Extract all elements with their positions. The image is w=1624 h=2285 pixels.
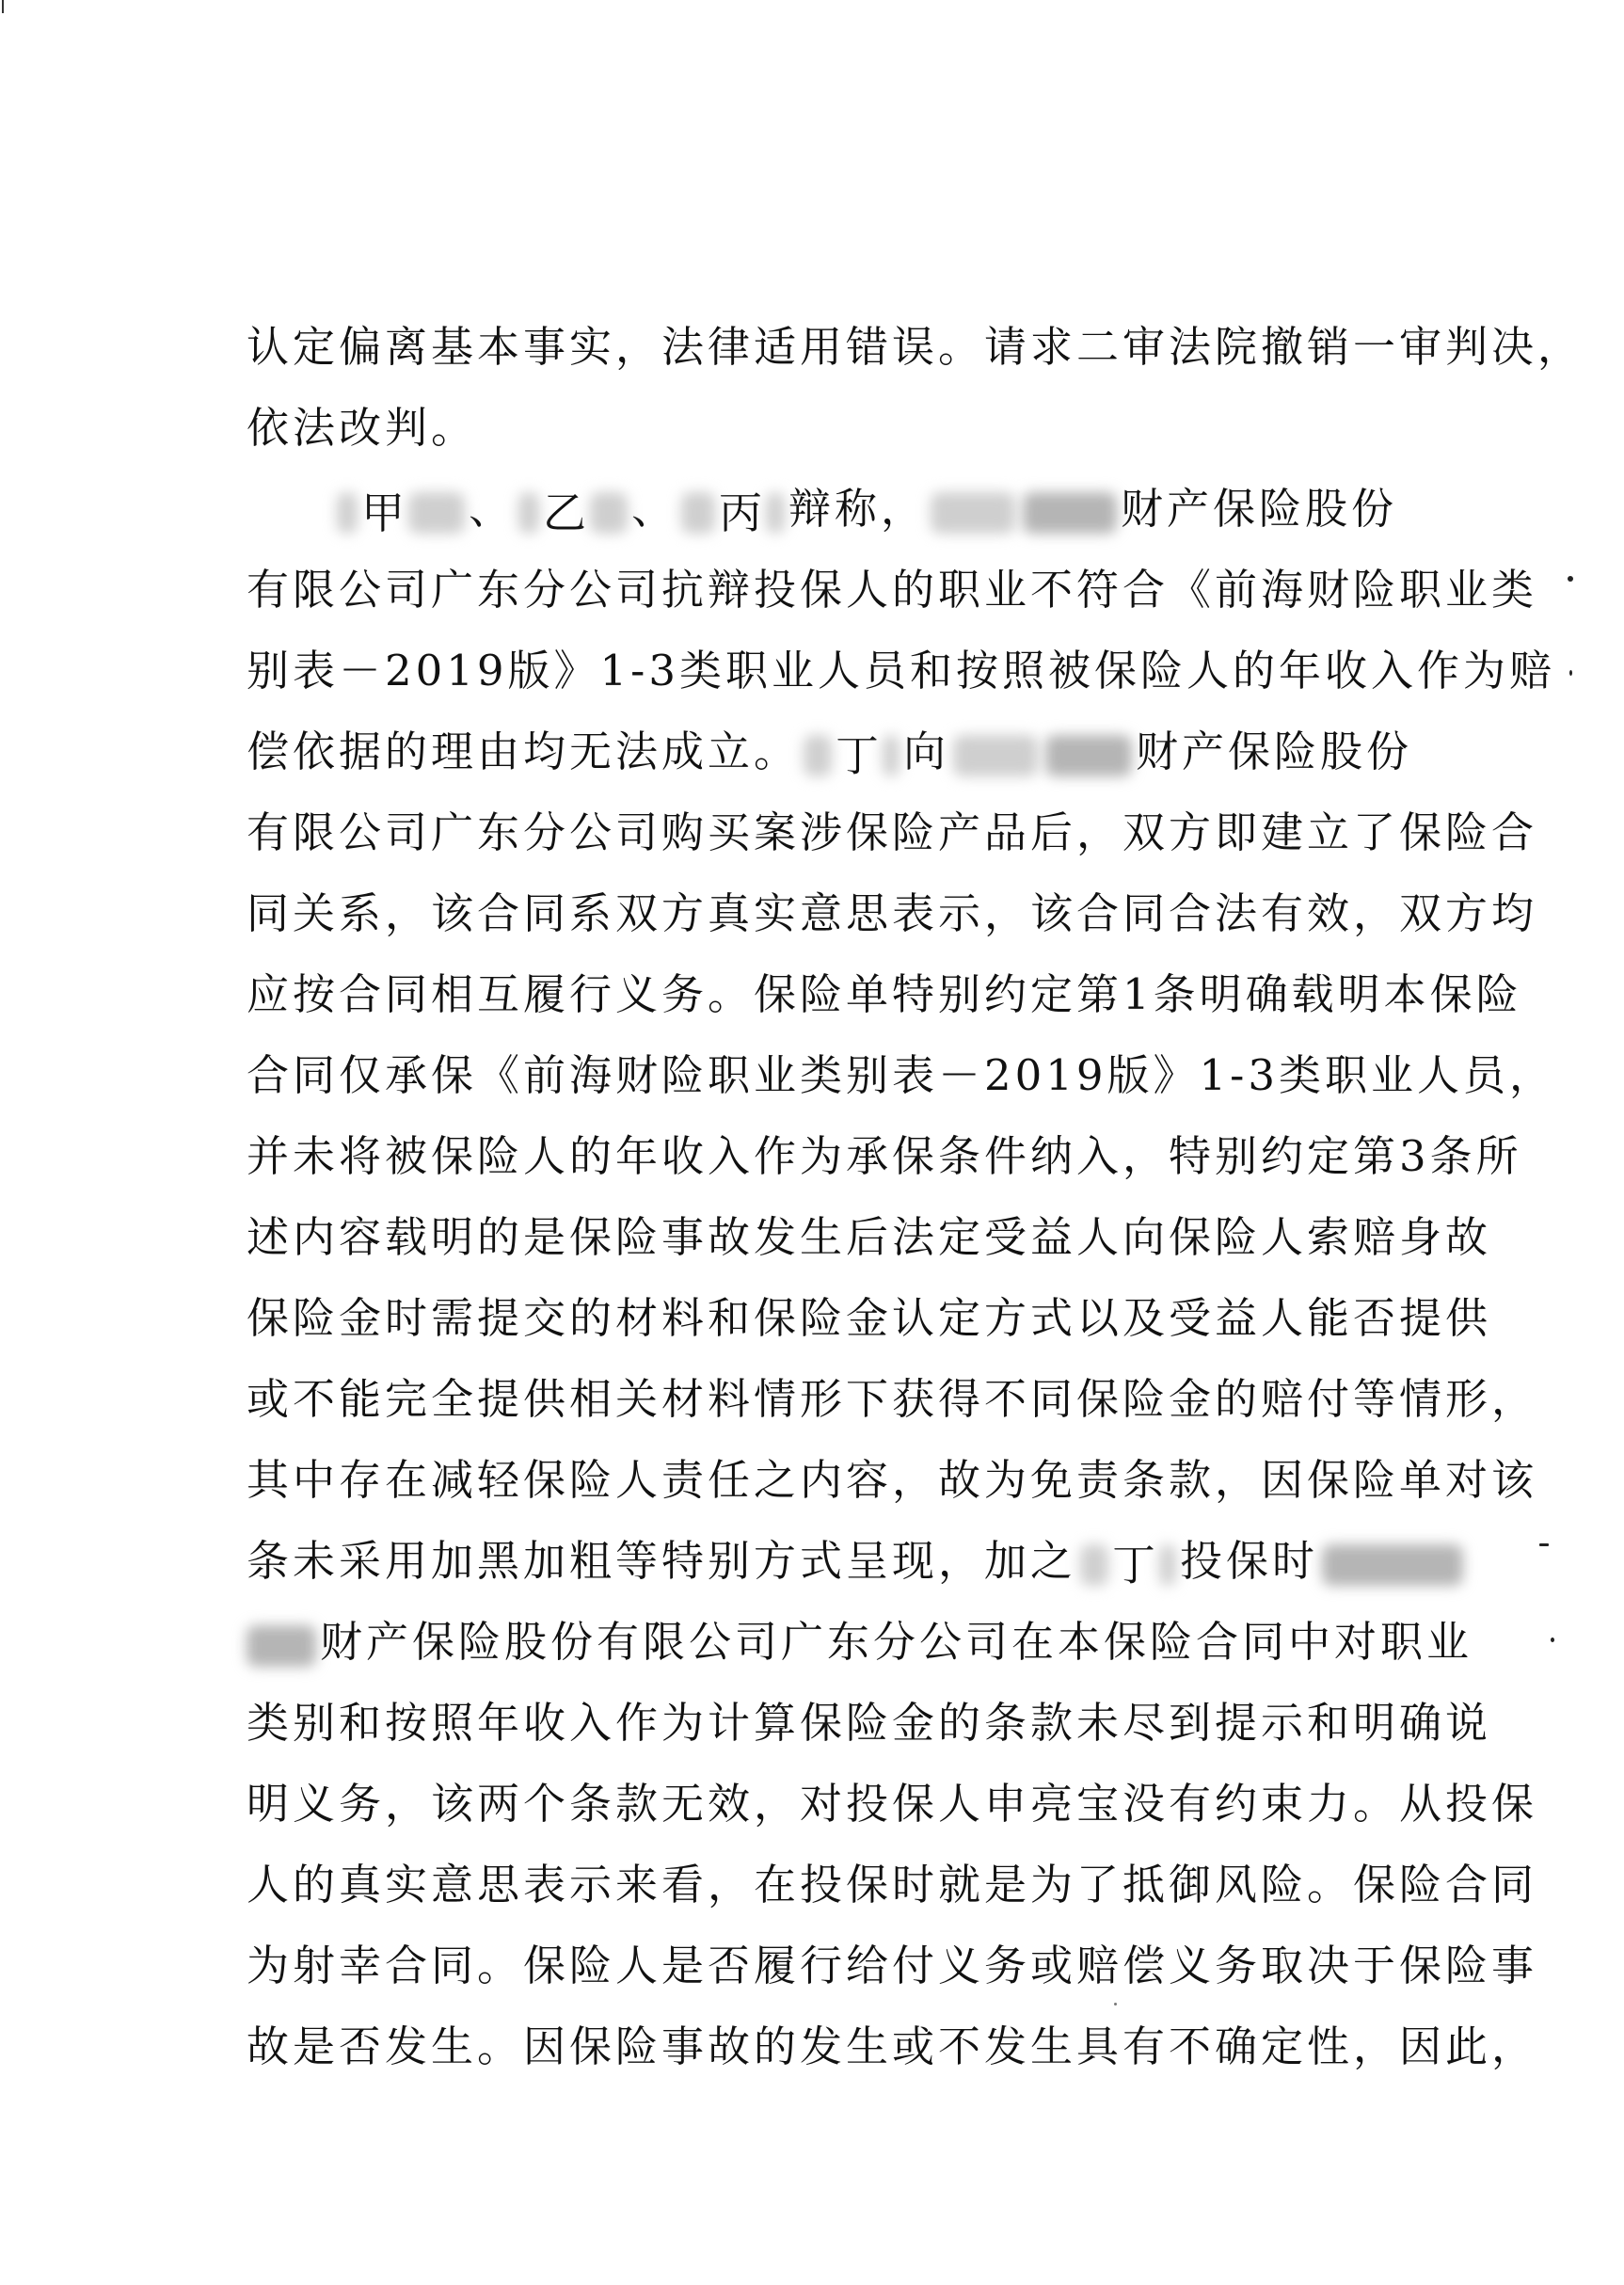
text-line: 并未将被保险人的年收入作为承保条件纳入，特别约定第3条所 xyxy=(247,1131,1522,1181)
text-line: 别表－2019版》1-3类职业人员和按照被保险人的年收入作为赔 xyxy=(247,646,1555,695)
redaction-blur xyxy=(953,735,1038,776)
scan-speck xyxy=(1114,2003,1117,2005)
scan-corner-mark xyxy=(2,0,4,13)
redaction-blur xyxy=(766,492,785,534)
text-line: 认定偏离基本事实，法律适用错误。请求二审法院撤销一审判决， xyxy=(247,322,1584,372)
text-line: 类别和按照年收入作为计算保险金的条款未尽到提示和明确说 xyxy=(247,1698,1492,1748)
text-line: 财产保险股份有限公司广东分公司在本保险合同中对职业 xyxy=(247,1602,1423,1683)
party-name: 丙 xyxy=(719,487,763,538)
scan-speck xyxy=(1568,576,1573,582)
party-name: 丁 xyxy=(836,729,880,781)
text-line: 有限公司广东分公司抗辩投保人的职业不符合《前海财险职业类 xyxy=(247,565,1538,615)
text-line: 甲 、 乙 、 丙 辩称， 财产保险股份 xyxy=(247,469,1423,550)
text-line: 述内容载明的是保险事故发生后法定受益人向保险人索赔身故 xyxy=(247,1212,1492,1262)
scan-speck xyxy=(1539,1543,1549,1546)
redaction-blur xyxy=(337,492,358,534)
redaction-blur xyxy=(1159,1544,1176,1586)
party-name: 乙 xyxy=(543,487,587,538)
redaction-blur xyxy=(883,735,900,776)
scan-speck xyxy=(1551,1638,1554,1642)
text-line: 故是否发生。因保险事故的发生或不发生具有不确定性，因此， xyxy=(247,2021,1538,2071)
text-line: 条未采用加黑加粗等特别方式呈现，加之 丁 投保时 xyxy=(247,1521,1423,1602)
redaction-blur xyxy=(1080,1544,1108,1586)
text-line: 人的真实意思表示来看，在投保时就是为了抵御风险。保险合同 xyxy=(247,1860,1538,1909)
text-line: 应按合同相互履行义务。保险单特别约定第1条明确载明本保险 xyxy=(247,969,1522,1019)
text-line: 或不能完全提供相关材料情形下获得不同保险金的赔付等情形， xyxy=(247,1374,1538,1424)
scan-speck xyxy=(1569,670,1572,676)
text-line: 保险金时需提交的材料和保险金认定方式以及受益人能否提供 xyxy=(247,1293,1492,1343)
redaction-blur xyxy=(804,735,832,776)
party-name: 甲 xyxy=(361,487,405,538)
redaction-blur xyxy=(1322,1544,1463,1586)
text-line: 为射幸合同。保险人是否履行给付义务或赔偿义务取决于保险事 xyxy=(247,1941,1538,1990)
redaction-blur xyxy=(931,492,1015,534)
redaction-blur xyxy=(1045,735,1132,776)
text-line: 偿依据的理由均无法成立。 丁 向 财产保险股份 xyxy=(247,711,1423,792)
text-line: 合同仅承保《前海财险职业类别表－2019版》1-3类职业人员， xyxy=(247,1050,1555,1100)
redaction-blur xyxy=(408,492,465,534)
redaction-blur xyxy=(681,492,715,534)
text-line: 其中存在减轻保险人责任之内容，故为免责条款，因保险单对该 xyxy=(247,1455,1538,1505)
body-text xyxy=(247,307,1584,2087)
text-line: 依法改判。 xyxy=(247,403,478,453)
text-line: 有限公司广东分公司购买案涉保险产品后，双方即建立了保险合 xyxy=(247,807,1538,857)
redaction-blur xyxy=(247,1625,316,1667)
redaction-blur xyxy=(590,492,628,534)
redaction-blur xyxy=(518,492,539,534)
text-line: 同关系，该合同系双方真实意思表示，该合同合法有效，双方均 xyxy=(247,888,1538,938)
party-name: 丁 xyxy=(1112,1539,1156,1590)
text-line: 明义务，该两个条款无效，对投保人申亮宝没有约束力。从投保 xyxy=(247,1779,1538,1829)
redaction-blur xyxy=(1023,492,1117,534)
